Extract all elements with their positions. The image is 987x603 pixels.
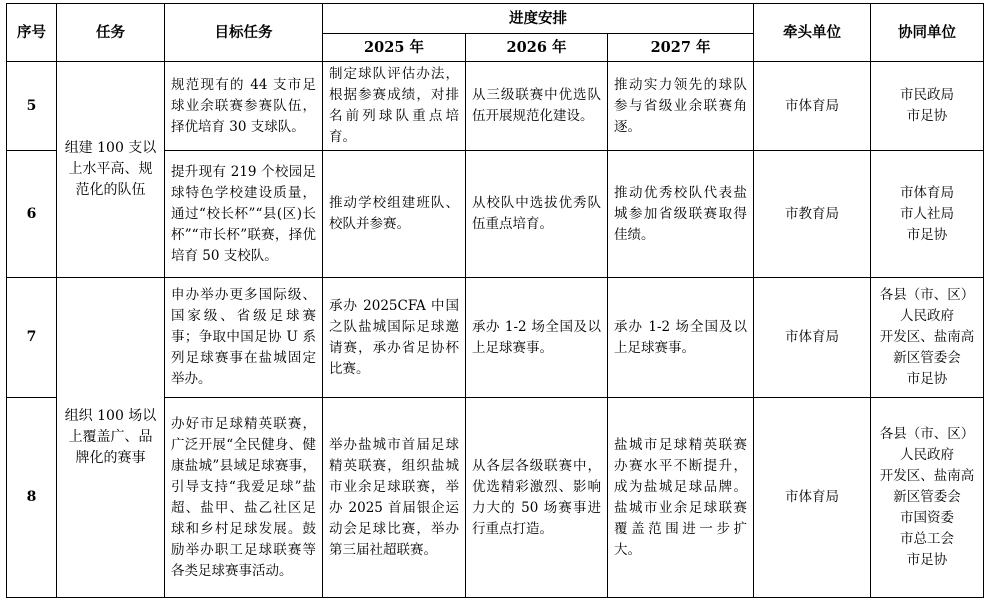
coop-unit: 人民政府 [900, 447, 955, 463]
coop-unit: 市国资委 [900, 510, 955, 526]
coop-unit: 各县（市、区） [879, 426, 975, 442]
header-year-2025: 2025 年 [323, 34, 466, 62]
row-seq: 5 [7, 62, 57, 151]
coop-unit: 市人社局 [900, 205, 955, 222]
schedule-2025-cell: 承办 2025CFA 中国之队盐城国际足球邀请赛，承办省足协杯比赛。 [323, 278, 466, 398]
coop-unit: 新区管委会 [893, 489, 961, 505]
coop-unit-cell [871, 62, 984, 151]
schedule-2027-cell: 推动实力领先的球队参与省级业余联赛角逐。 [608, 62, 754, 151]
target-cell: 规范现有的 44 支市足球业余联赛参赛队伍，择优培育 30 支球队。 [165, 62, 323, 151]
schedule-2026-cell: 从校队中选拔优秀队伍重点培育。 [466, 151, 608, 278]
schedule-2025-cell: 举办盐城市首届足球精英联赛，组织盐城市业余足球联赛，举办 2025 首届银企运动会足球比赛，举办第三届社超联赛。 [323, 398, 466, 598]
header-task: 任务 [57, 4, 165, 62]
task-cell: 组织 100 场以上覆盖广、品牌化的赛事 [57, 278, 165, 598]
lead-unit-cell: 市体育局 [754, 278, 871, 398]
schedule-2027-cell: 盐城市足球精英联赛办赛水平不断提升，成为盐城足球品牌。盐城市业余足球联赛覆盖范围进一步扩大。 [608, 398, 754, 598]
table-row [7, 62, 984, 151]
coop-unit: 各县（市、区） [879, 287, 975, 303]
coop-unit-cell [871, 398, 984, 598]
coop-unit: 市体育局 [900, 184, 955, 201]
target-cell: 申办举办更多国际级、国家级、省级足球赛事；争取中国足协 U 系列足球赛事在盐城固定举办。 [165, 278, 323, 398]
schedule-2027-cell: 推动优秀校队代表盐城参加省级联赛取得佳绩。 [608, 151, 754, 278]
row-seq: 6 [7, 151, 57, 278]
header-lead: 牵头单位 [754, 4, 871, 62]
schedule-2026-cell: 从三级联赛中优选队伍开展规范化建设。 [466, 62, 608, 151]
coop-unit-cell [871, 278, 984, 398]
coop-unit: 市足协 [906, 552, 948, 568]
coop-unit: 市足协 [906, 226, 948, 243]
schedule-2025-cell: 制定球队评估办法，根据参赛成绩，对排名前列球队重点培育。 [323, 62, 466, 151]
coop-unit: 人民政府 [900, 308, 955, 324]
table-row [7, 278, 984, 398]
coop-unit: 市总工会 [900, 531, 955, 547]
lead-unit-cell: 市体育局 [754, 62, 871, 151]
header-schedule: 进度安排 [323, 4, 754, 34]
header-year-2026: 2026 年 [466, 34, 608, 62]
header-coop: 协同单位 [871, 4, 984, 62]
coop-unit-cell [871, 151, 984, 278]
header-year-2027: 2027 年 [608, 34, 754, 62]
target-cell: 办好市足球精英联赛，广泛开展“全民健身、健康盐城”县域足球赛事，引导支持“我爱足球”盐超、盐甲、盐乙社区足球和乡村足球发展。鼓励举办职工足球联赛等各类足球赛事活动。 [165, 398, 323, 598]
lead-unit-cell: 市教育局 [754, 151, 871, 278]
lead-unit-cell: 市体育局 [754, 398, 871, 598]
header-seq: 序号 [7, 4, 57, 62]
header-target: 目标任务 [165, 4, 323, 62]
coop-unit: 开发区、盐南高 [879, 468, 975, 484]
coop-unit: 开发区、盐南高 [879, 329, 975, 345]
coop-unit: 市民政局 [900, 87, 955, 103]
schedule-2025-cell: 推动学校组建班队、校队并参赛。 [323, 151, 466, 278]
task-cell: 组建 100 支以上水平高、规范化的队伍 [57, 62, 165, 278]
coop-unit: 新区管委会 [893, 350, 961, 366]
row-seq: 8 [7, 398, 57, 598]
row-seq: 7 [7, 278, 57, 398]
schedule-2026-cell: 从各层各级联赛中，优选精彩激烈、影响力大的 50 场赛事进行重点打造。 [466, 398, 608, 598]
schedule-2027-cell: 承办 1-2 场全国及以上足球赛事。 [608, 278, 754, 398]
coop-unit: 市足协 [906, 371, 948, 387]
coop-unit: 市足协 [906, 108, 948, 124]
target-cell: 提升现有 219 个校园足球特色学校建设质量，通过“校长杯”“县(区)长杯”“市长杯”联赛，择优培育 50 支校队。 [165, 151, 323, 278]
schedule-2026-cell: 承办 1-2 场全国及以上足球赛事。 [466, 278, 608, 398]
schedule-table [6, 3, 984, 598]
